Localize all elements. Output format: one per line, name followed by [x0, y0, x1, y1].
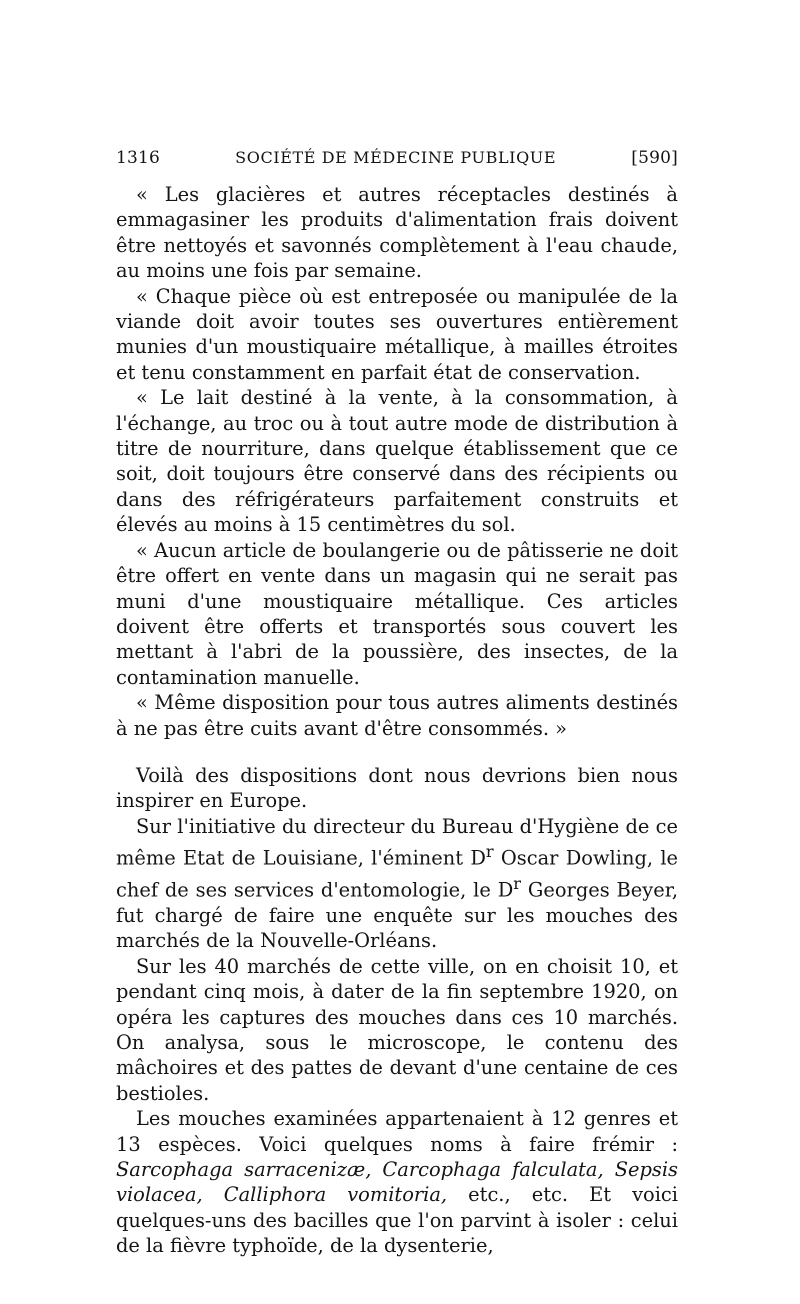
paragraph-text: Les mouches examinées appartenaient à 12 genres et 13 espèces. Voici quelques noms à faire frémir : — [116, 1107, 678, 1156]
paragraph-text: Sur l'initiative du directeur du Bureau d'Hygiène de ce même Etat de Louisiane, l'éminent D — [116, 814, 678, 870]
quoted-regulations — [116, 182, 678, 741]
doctor-abbrev-superscript: r — [485, 842, 494, 862]
body-text — [116, 182, 678, 1259]
species-name: Calliphora vomitoria, — [223, 1183, 448, 1207]
body-paragraph — [116, 814, 678, 954]
quote-paragraph: « Chaque pièce où est entreposée ou manipulée de la viande doit avoir toutes ses ouvertures entièrement munies d'un moustiquaire métallique, à mailles étroites et tenu constamment en parfait état de conservation. — [116, 284, 678, 384]
bracket-number: [590] — [631, 148, 678, 168]
species-name: Carcophaga falculata, — [382, 1157, 604, 1181]
running-head — [116, 148, 678, 168]
paragraph-text: Georges Beyer, fut chargé de faire une enquête sur les mouches des marchés de la Nouvelle-Orléans. — [116, 878, 678, 953]
body-paragraph: Sur les 40 marchés de cette ville, on en choisit 10, et pendant cinq mois, à dater de la fin septembre 1920, on opéra les captures des mouches dans ces 10 marchés. On analysa, sous le microscope, le contenu des mâchoires et des pattes de devant d'une centaine de ces bestioles. — [116, 954, 678, 1105]
document-page — [116, 148, 678, 1259]
quote-paragraph: « Les glacières et autres réceptacles destinés à emmagasiner les produits d'alimentation frais doivent être nettoyés et savonnés complètement à l'eau chaude, au moins une fois par semaine. — [116, 183, 678, 283]
paragraph-text: etc., etc. Et voici quelques-uns des bacilles que l'on parvint à isoler : celui de la fièvre typhoïde, de la dysenterie, — [116, 1183, 678, 1258]
paragraph-text: Oscar Dowling, le chef de ses services d'entomologie, le D — [116, 846, 678, 902]
body-paragraph: Voilà des dispositions dont nous devrions bien nous inspirer en Europe. — [116, 763, 678, 813]
species-name: Sepsis violacea, — [116, 1157, 678, 1207]
quote-paragraph: « Le lait destiné à la vente, à la consommation, à l'échange, au troc ou à tout autre mode de distribution à titre de nourriture, dans quelque établissement que ce soit, doit toujours être conservé dans des récipients ou dans des réfrigérateurs parfaitement construits et élevés au moins à 15 centimètres du sol. — [116, 386, 678, 537]
quote-paragraph: « Même disposition pour tous autres aliments destinés à ne pas être cuits avant d'être consommés. » — [116, 691, 678, 740]
running-title: SOCIÉTÉ DE MÉDECINE PUBLIQUE — [235, 148, 557, 167]
page-number: 1316 — [116, 148, 161, 168]
species-name: Sarcophaga sarracenizæ, — [116, 1157, 372, 1181]
doctor-abbrev-superscript: r — [513, 874, 522, 894]
body-paragraph — [116, 1106, 678, 1258]
quote-paragraph: « Aucun article de boulangerie ou de pâtisserie ne doit être offert en vente dans un magasin qui ne serait pas muni d'une moustiquaire métallique. Ces articles doivent être offerts et transportés sous couvert les mettant à l'abri de la poussière, des insectes, de la contamination manuelle. — [116, 538, 678, 689]
